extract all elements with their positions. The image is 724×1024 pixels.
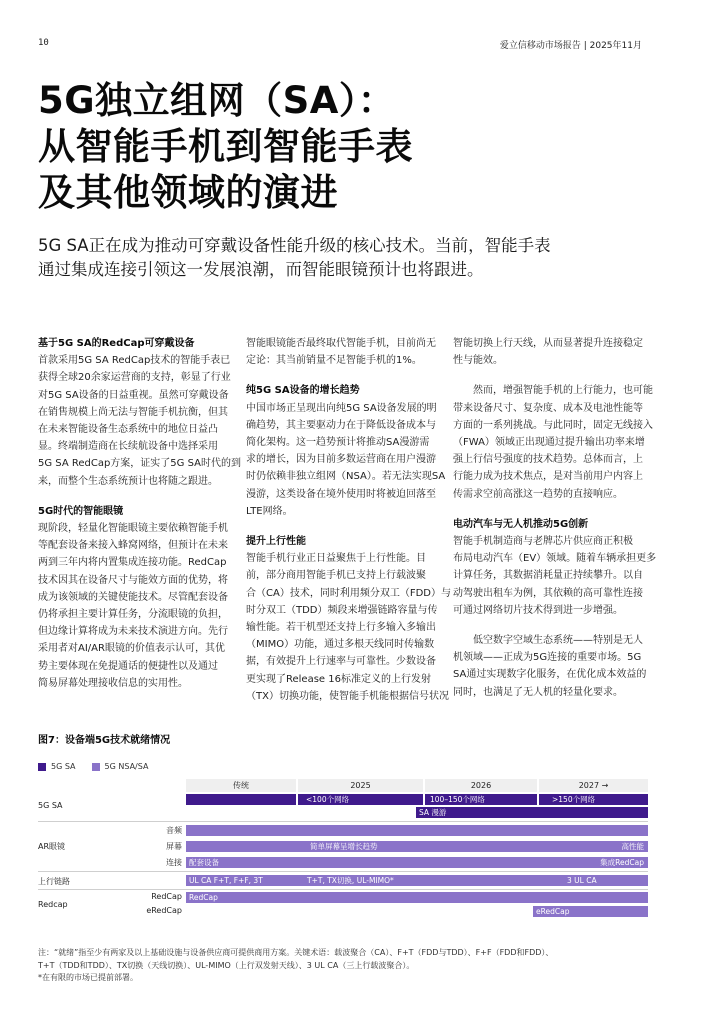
legend-item [92, 762, 149, 771]
text-line: （FWA）领域正出现通过提升输出功率来增 [453, 437, 645, 449]
text-line: 显。终端制造商在长续航设备中选择采用 [38, 441, 218, 453]
section-heading: 基于5G SA的RedCap可穿戴设备 [38, 338, 195, 349]
row-sublabel: RedCap [151, 892, 182, 901]
timeline-bar [186, 794, 296, 805]
row-label: Redcap [38, 900, 68, 909]
paragraph [453, 382, 653, 502]
note-line: T+T（TDD和TDD）、TX切换（天线切换）、UL-MIMO（上行双发射天线）、3 UL CA（三上行载波聚合）。 [38, 960, 415, 970]
text-line: 5G SA RedCap方案，证实了5G SA时代的到 [38, 458, 241, 470]
text-line: 计算任务，其数据消耗量正持续攀升。以自 [453, 570, 643, 582]
lead-paragraph [38, 234, 678, 282]
section-heading: 5G时代的智能眼镜 [38, 505, 124, 517]
text-line: 定论：其当前销量不足智能手机的1%。 [246, 355, 422, 367]
bar-label: 集成RedCap [600, 858, 644, 867]
text-line: 智能眼镜能否最终取代智能手机，目前尚无 [246, 338, 436, 349]
paragraph [38, 352, 241, 490]
legend-label: 5G SA [51, 762, 76, 771]
column-header: 2025 [298, 779, 423, 792]
timeline-bar [425, 794, 537, 805]
row-divider [38, 889, 648, 890]
bar-label: >150个网络 [552, 795, 596, 804]
figure-notes [38, 947, 553, 985]
column-header: 传统 [186, 779, 296, 792]
text-line: （MIMO）功能，通过多根天线同时传输数 [246, 639, 435, 651]
bar-label: UL CA F+T, F+F, 3T [189, 876, 263, 885]
text-line: 采用者对AI/AR眼镜的价值表示认可，其优 [38, 643, 225, 655]
text-line: LTE网络。 [246, 505, 293, 517]
text-column-3 [453, 335, 657, 701]
column-header: 2026 [425, 779, 537, 792]
text-line: 带来设备尺寸、复杂度、成本及电池性能等 [453, 402, 643, 414]
title-line: 及其他领域的演进 [38, 171, 338, 214]
text-line: 强上行信号强度的技术趋势。总体而言，上 [453, 454, 643, 466]
page-title [38, 78, 678, 216]
text-line: 获得全球20余家运营商的支持，彰显了行业 [38, 372, 231, 384]
text-line: 据，有效提升上行速率与可靠性。少数设备 [246, 656, 436, 668]
legend-swatch [92, 763, 100, 771]
title-line: 从智能手机到智能手表 [38, 125, 413, 168]
section-heading: 电动汽车与无人机推动5G创新 [453, 518, 589, 530]
text-line: 时分双工（TDD）频段来增强链路容量与传 [246, 604, 438, 616]
row-sublabel: 连接 [166, 858, 182, 867]
timeline-bar [186, 857, 648, 868]
note-line: 注：“就绪”指至少有两家及以上基础设施与设备供应商可提供商用方案。关键术语：载波聚合（CA）、F+T（FDD与TDD）、F+F（FDD和FDD）、 [38, 948, 554, 957]
text-line: 更实现了Release 16标准定义的上行发射 [246, 673, 431, 685]
timeline-bar [298, 794, 423, 805]
readiness-timeline-chart [38, 779, 648, 919]
lead-line: 通过集成连接引领这一发展浪潮，而智能眼镜预计也将跟进。 [38, 260, 484, 279]
paragraph [453, 533, 657, 619]
column-header: 2027 → [539, 779, 648, 792]
text-line: 来，而整个生态系统预计也将随之跟进。 [38, 475, 218, 487]
row-sublabel: 屏幕 [166, 842, 182, 851]
bar-label: SA 漫游 [419, 808, 447, 817]
legend-swatch [38, 763, 46, 771]
section-heading: 纯5G SA设备的增长趋势 [246, 385, 360, 397]
row-divider [38, 821, 648, 822]
text-line: 确趋势，其主要驱动力在于降低设备成本与 [246, 419, 436, 431]
text-column-2 [246, 335, 451, 705]
text-line: 首款采用5G SA RedCap技术的智能手表已 [38, 355, 231, 367]
text-line: 中国市场正呈现出向纯5G SA设备发展的明 [246, 402, 437, 414]
row-label: 上行链路 [38, 877, 70, 886]
text-line: 时仍依赖非独立组网（NSA）。若无法实现SA [246, 471, 446, 483]
legend-item [38, 762, 76, 771]
text-line: 方面的一系列挑战。与此同时，固定无线接入 [453, 419, 653, 431]
bar-label: 高性能 [621, 842, 644, 851]
timeline-bar [186, 875, 648, 886]
row-sublabel: 音频 [166, 826, 182, 835]
text-line: 输性能。若干机型还支持上行多输入多输出 [246, 622, 436, 634]
text-line: SA通过实现数字化服务，在优化成本效益的 [453, 669, 647, 681]
text-column-1 [38, 335, 241, 692]
bar-label: 配套设备 [189, 858, 219, 867]
paragraph [38, 520, 234, 692]
paragraph [246, 550, 451, 705]
text-line: 性与能效。 [453, 355, 503, 367]
timeline-bar [533, 906, 648, 917]
text-line: 合（CA）技术，同时利用频分双工（FDD）与 [246, 587, 451, 599]
text-line: 在销售规模上尚无法与智能手机抗衡，但其 [38, 406, 228, 418]
text-line: 行能力成为技术焦点，是对当前用户内容上 [453, 471, 643, 483]
text-line: 然而，增强智能手机的上行能力，也可能 [473, 385, 653, 397]
page-number: 10 [38, 38, 49, 48]
figure-title: 图7：设备端5G技术就绪情况 [38, 735, 171, 746]
text-line: 技术因其在设备尺寸与能效方面的优势，将 [38, 574, 228, 586]
legend-label: 5G NSA/SA [104, 762, 149, 771]
text-line: 求的增长，因为目前多数运营商在用户漫游 [246, 454, 436, 466]
timeline-bar [186, 825, 648, 836]
timeline-bar [539, 794, 648, 805]
text-line: 仍将承担主要计算任务，分流眼镜的负担， [38, 609, 228, 621]
text-line: 势主要体现在免提通话的便捷性以及通过 [38, 660, 218, 672]
text-line: 智能切换上行天线，从而显著提升连接稳定 [453, 338, 643, 349]
text-line: 前，部分商用智能手机已支持上行载波聚 [246, 570, 426, 582]
paragraph [453, 632, 649, 701]
text-line: 机领域——正成为5G连接的重要市场。5G [453, 652, 642, 664]
text-line: 现阶段，轻量化智能眼镜主要依赖智能手机 [38, 523, 228, 535]
bar-label: RedCap [189, 893, 218, 902]
bar-label: eRedCap [536, 907, 570, 916]
bar-label: 100–150个网络 [430, 795, 485, 804]
bar-label: T+T, TX切换, UL-MIMO* [307, 876, 394, 885]
bar-label: 3 UL CA [567, 876, 597, 885]
report-title: 爱立信移动市场报告 | 2025年11月 [499, 41, 642, 51]
paragraph [453, 335, 649, 369]
paragraph [246, 400, 446, 520]
text-line: 传需求空前高涨这一趋势的直接响应。 [453, 488, 623, 500]
row-label: AR眼镜 [38, 842, 66, 851]
row-label: 5G SA [38, 801, 63, 810]
text-line: 但边缘计算将成为未来技术演进方向。先行 [38, 626, 228, 638]
text-line: （TX）切换功能，使智能手机能根据信号状况 [246, 690, 449, 702]
text-line: 同时，也满足了无人机的轻量化要求。 [453, 686, 623, 698]
section-heading: 提升上行性能 [246, 536, 306, 548]
paragraph [246, 335, 442, 369]
text-line: 简化架构。这一趋势预计将推动SA漫游需 [246, 437, 430, 449]
row-divider [38, 871, 648, 872]
lead-line: 5G SA正在成为推动可穿戴设备性能升级的核心技术。当前，智能手表 [38, 236, 551, 255]
timeline-bar [416, 807, 648, 818]
title-line: 5G独立组网（SA）： [38, 79, 396, 122]
text-line: 智能手机制造商与老牌芯片供应商正积极 [453, 536, 633, 548]
row-sublabel: eRedCap [146, 906, 182, 915]
text-line: 在未来智能设备生态系统中的地位日益凸 [38, 424, 218, 436]
text-line: 低空数字空域生态系统——特别是无人 [473, 635, 643, 647]
text-line: 动驾驶出租车为例，其依赖的高可靠性连接 [453, 587, 643, 599]
text-line: 可通过网络切片技术得到进一步增强。 [453, 604, 623, 616]
text-line: 漫游，这类设备在境外使用时将被迫回落至 [246, 488, 436, 500]
text-line: 两到三年内将内置集成连接功能。RedCap [38, 557, 227, 569]
timeline-bar [186, 892, 648, 903]
note-line: *在有限的市场已提前部署。 [38, 973, 138, 982]
text-line: 布局电动汽车（EV）领域。随着车辆承担更多 [453, 553, 657, 565]
text-line: 对5G SA设备的日益重视。虽然可穿戴设备 [38, 389, 229, 401]
text-line: 智能手机行业正日益聚焦于上行性能。目 [246, 553, 426, 565]
text-line: 等配套设备来接入蜂窝网络，但预计在未来 [38, 540, 228, 552]
chart-legend [38, 762, 148, 771]
text-line: 成为该领域的关键使能技术。尽管配套设备 [38, 591, 228, 603]
text-line: 简易屏幕处理接收信息的实用性。 [38, 677, 188, 689]
timeline-bar [186, 841, 648, 852]
bar-label: <100个网络 [306, 795, 350, 804]
bar-label: 简单屏幕呈增长趋势 [310, 842, 378, 851]
